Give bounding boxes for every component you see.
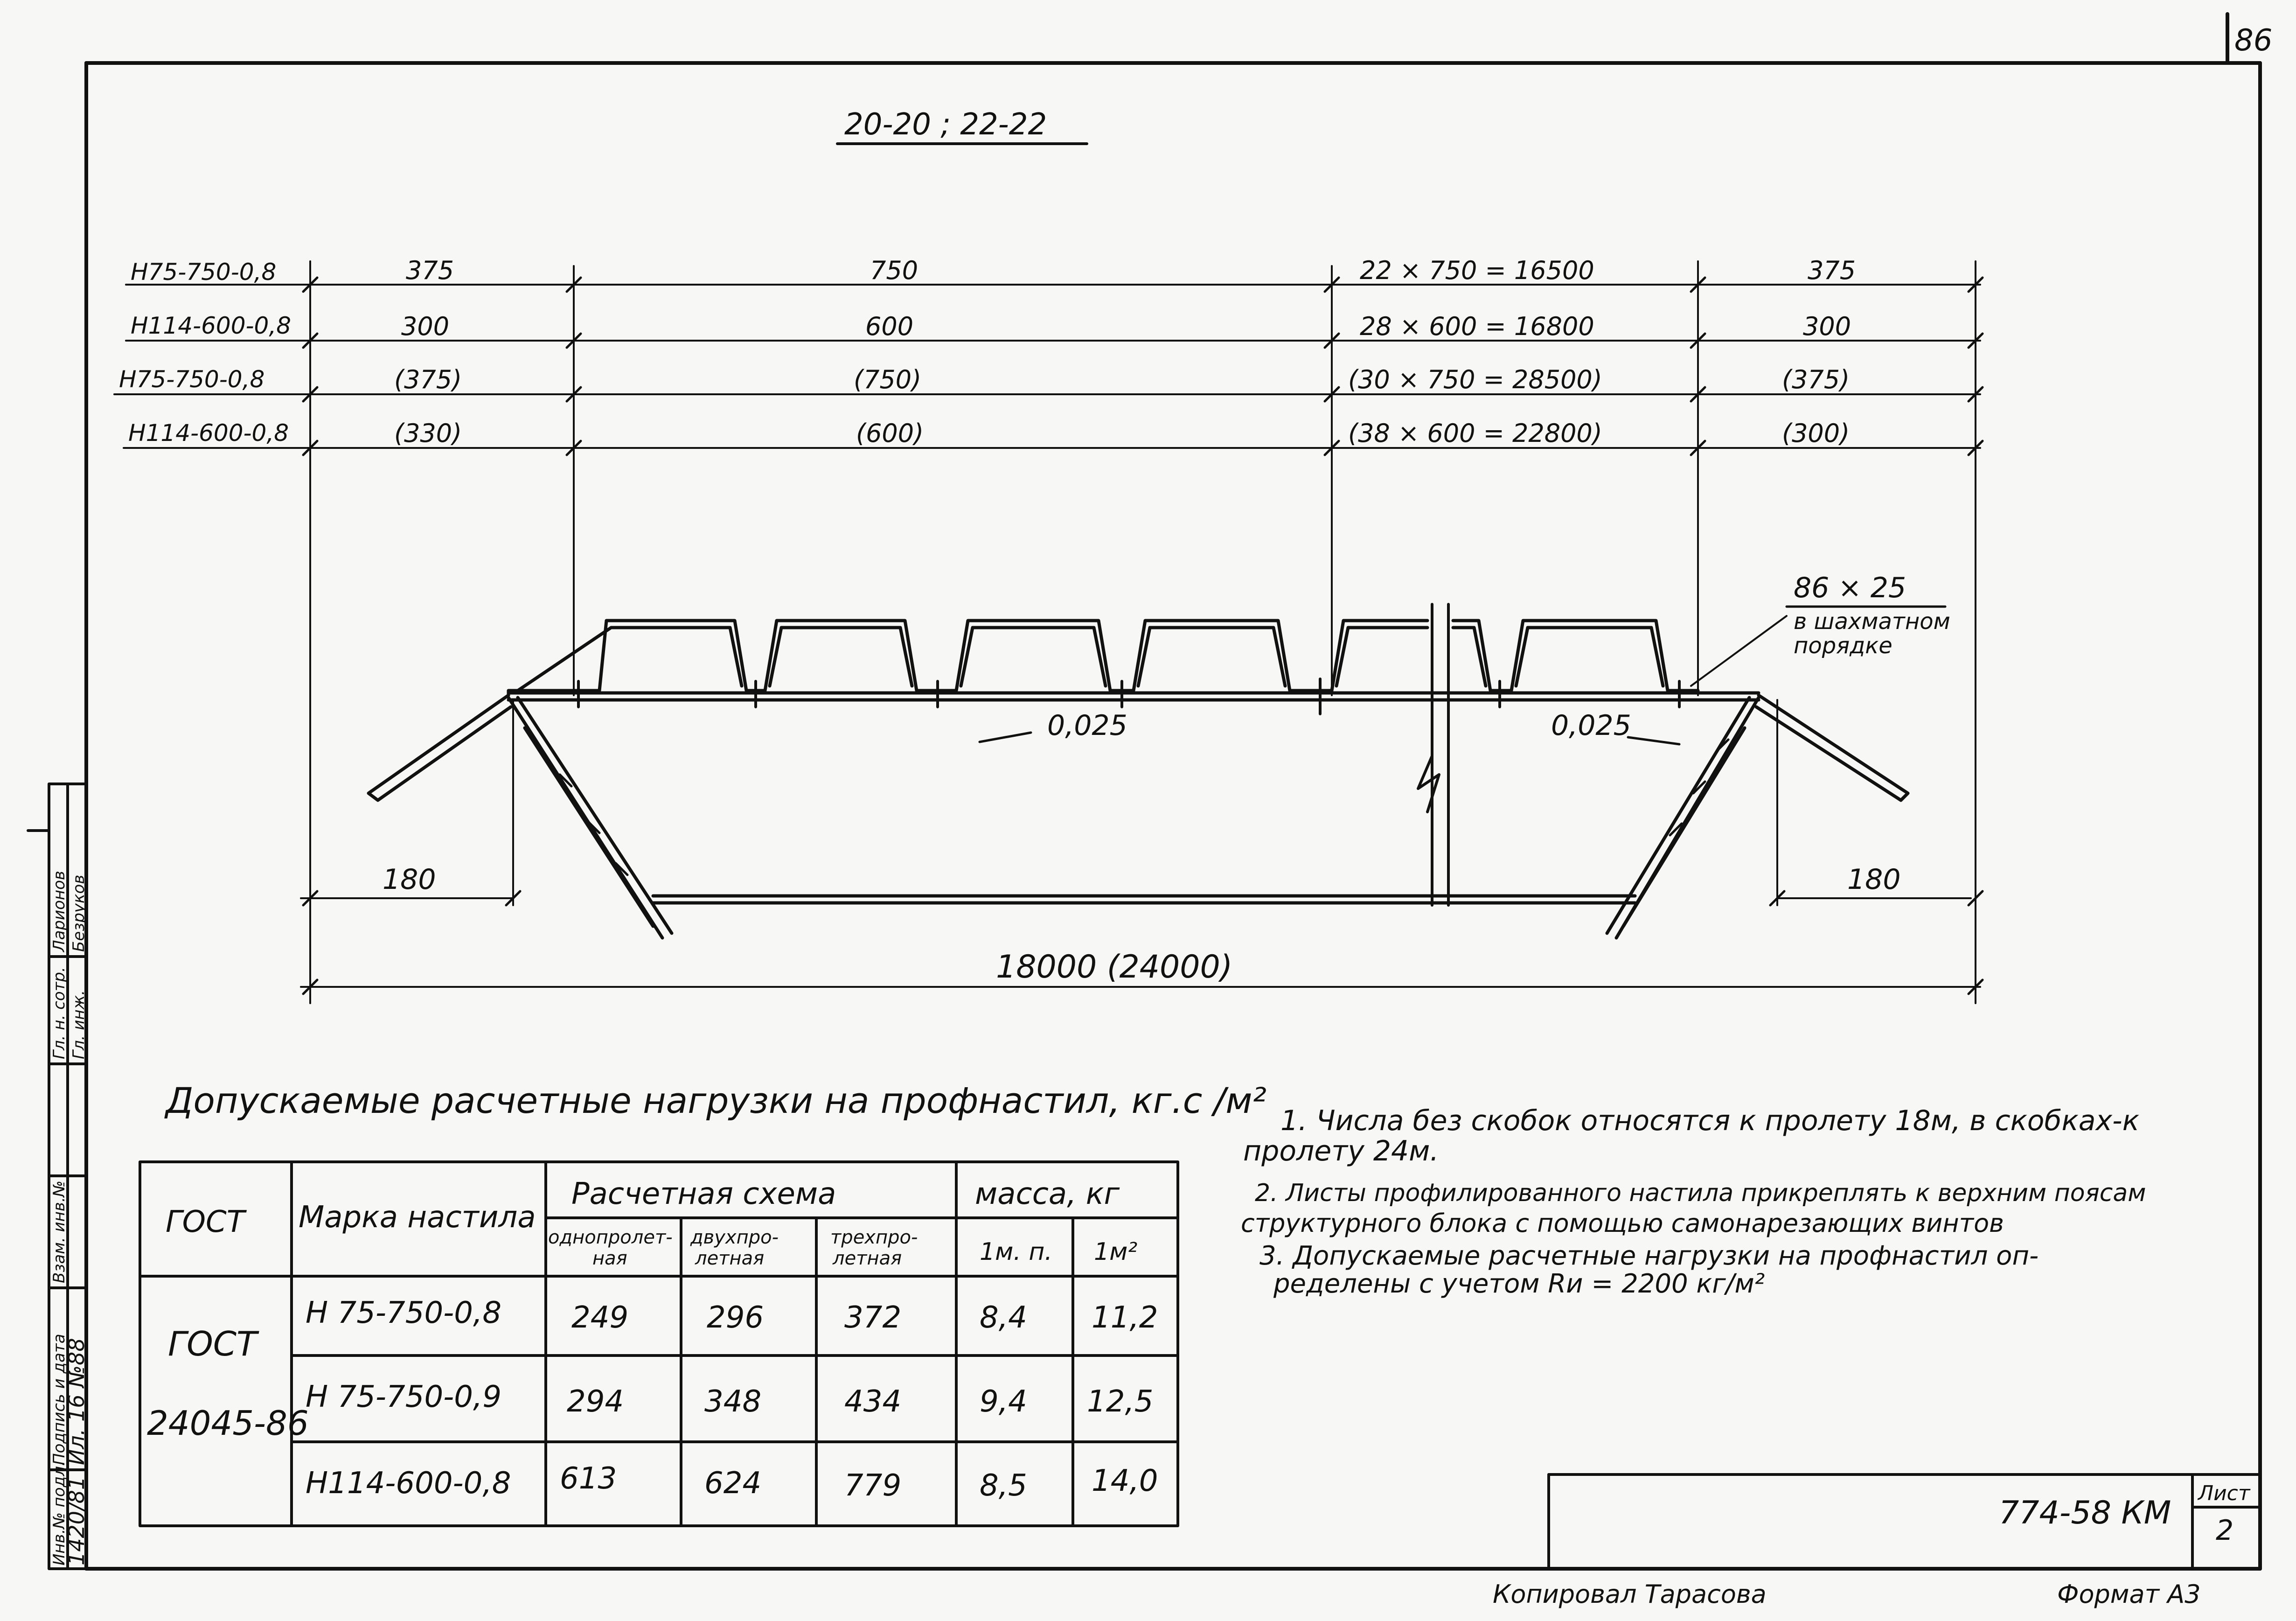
row-end-right: 300 — [1803, 312, 1851, 341]
table-row-3 — [306, 1461, 1158, 1503]
cell-s2: 296 — [707, 1300, 764, 1335]
bottom-chord — [653, 896, 1635, 903]
stamp-role-1: Гл. н. сотр. — [50, 967, 69, 1059]
note-1b: пролету 24м. — [1243, 1135, 1439, 1167]
callout-leader — [1691, 616, 1787, 686]
callout-line-2: порядке — [1794, 633, 1892, 659]
row-end-left: 375 — [406, 256, 454, 285]
note-3b: ределены с учетом Rи = 2200 кг/м² — [1273, 1269, 1765, 1299]
sheet-format: Формат А3 — [2057, 1579, 2201, 1609]
th-scheme-3b: летная — [833, 1248, 902, 1269]
stamp-inv: Инв.№ подл. — [50, 1461, 69, 1565]
row-span: 22 × 750 = 16500 — [1360, 256, 1594, 285]
row-end-left: 300 — [401, 312, 450, 341]
stamp-name-1: Ларионов — [50, 871, 69, 952]
row-end-left: (330) — [394, 419, 462, 448]
row-span: (38 × 600 = 22800) — [1348, 419, 1602, 448]
row-mark: H75-750-0,8 — [119, 366, 265, 393]
row-end-right: (375) — [1782, 365, 1850, 394]
th-mass-1: 1м. п. — [980, 1238, 1052, 1266]
cell-s2: 348 — [704, 1384, 762, 1419]
sheet-number: 2 — [2216, 1514, 2234, 1547]
cell-s1: 249 — [571, 1300, 629, 1335]
note-3a: 3. Допускаемые расчетные нагрузки на профнастил оп- — [1259, 1241, 2039, 1271]
cell-s3: 372 — [844, 1300, 902, 1335]
dim-left: 180 — [383, 863, 436, 896]
deck-row-3 — [114, 365, 1980, 394]
cell-m2: 11,2 — [1092, 1300, 1158, 1335]
cell-s3: 779 — [844, 1468, 902, 1503]
dim-right: 180 — [1847, 863, 1901, 896]
slope-left: 0,025 — [1047, 709, 1127, 742]
th-scheme-2b: летная — [695, 1248, 765, 1269]
th-scheme: Расчетная схема — [571, 1177, 836, 1211]
cell-mark: Н 75-750-0,8 — [306, 1296, 502, 1330]
right-braces — [1607, 695, 1908, 938]
row-end-left: (375) — [394, 365, 462, 394]
page-number: 86 — [2234, 23, 2273, 58]
th-scheme-2a: двухпро- — [690, 1227, 779, 1248]
cell-mark: Н 75-750-0,9 — [306, 1380, 502, 1414]
row-end-right: (300) — [1782, 419, 1850, 448]
gost-line-2: 24045-86 — [147, 1404, 309, 1443]
th-mass: масса, кг — [975, 1177, 1120, 1211]
callout-line-1: в шахматном — [1794, 608, 1950, 635]
section-title: 20-20 ; 22-22 — [844, 107, 1047, 142]
slope-right-arrow — [1628, 737, 1679, 744]
sheet-frame — [86, 14, 2260, 1569]
note-1a: 1. Числа без скобок относятся к пролету 18м, в скобках-к — [1280, 1104, 2139, 1137]
drawing-code: 774-58 КМ — [1999, 1495, 2171, 1531]
note-2a: 2. Листы профилированного настила прикреплять к верхним поясам — [1255, 1179, 2146, 1207]
stamp-vz: Взам. инв.№ — [50, 1180, 69, 1283]
side-stamp-text — [50, 871, 89, 1565]
stamp-name-2: Безруков — [70, 874, 88, 952]
table-row-2 — [306, 1380, 1154, 1419]
cell-m1: 8,5 — [980, 1468, 1027, 1503]
break-line — [1418, 604, 1448, 905]
stamp-sign-value: Ил. 16 №88 — [64, 1338, 89, 1465]
row-pitch: (750) — [854, 365, 922, 394]
stamp-role-2: Гл. инж. — [70, 990, 88, 1059]
cell-m2: 14,0 — [1092, 1464, 1158, 1498]
gost-line-1: ГОСТ — [168, 1324, 257, 1363]
th-mark: Марка настила — [299, 1200, 536, 1235]
row-mark: H114-600-0,8 — [128, 419, 289, 447]
cell-s1: 294 — [567, 1384, 624, 1419]
th-scheme-1b: ная — [592, 1248, 627, 1269]
top-chord — [508, 693, 1759, 700]
cell-m2: 12,5 — [1087, 1384, 1154, 1419]
stamp-sign: Подпись и дата — [50, 1334, 69, 1465]
cell-m1: 9,4 — [980, 1384, 1027, 1419]
cell-s2: 624 — [704, 1466, 762, 1501]
row-span: (30 × 750 = 28500) — [1348, 365, 1602, 394]
deck-profile — [508, 621, 1698, 695]
dimension-ticks — [303, 278, 1983, 455]
row-mark: H75-750-0,8 — [131, 259, 277, 286]
row-pitch: 750 — [870, 256, 918, 285]
row-pitch: 600 — [865, 312, 914, 341]
th-mass-2: 1м² — [1094, 1238, 1138, 1266]
slope-right: 0,025 — [1551, 709, 1631, 742]
cell-m1: 8,4 — [980, 1300, 1027, 1335]
callout-size: 86 × 25 — [1794, 572, 1906, 604]
cell-mark: Н114-600-0,8 — [306, 1466, 511, 1501]
sheet-label: Лист — [2198, 1481, 2250, 1505]
th-scheme-3a: трехпро- — [830, 1227, 918, 1248]
left-braces — [369, 695, 672, 938]
dim-total: 18000 (24000) — [996, 949, 1233, 985]
slope-left-arrow — [980, 733, 1031, 742]
table-row-1 — [306, 1296, 1158, 1335]
copied-by: Копировал Тарасова — [1493, 1579, 1767, 1609]
row-end-right: 375 — [1808, 256, 1856, 285]
note-2b: структурного блока с помощью самонарезающих винтов — [1241, 1209, 2004, 1238]
cell-s3: 434 — [844, 1384, 902, 1419]
row-mark: H114-600-0,8 — [131, 312, 292, 339]
row-span: 28 × 600 = 16800 — [1360, 312, 1594, 341]
th-scheme-1a: однопролет- — [548, 1227, 673, 1248]
cell-s1: 613 — [560, 1461, 617, 1496]
th-gost: ГОСТ — [166, 1205, 245, 1239]
stamp-inv-value: 1420/81 — [64, 1476, 89, 1565]
row-pitch: (600) — [856, 419, 924, 448]
table-title: Допускаемые расчетные нагрузки на профнастил, кг.с /м² — [166, 1080, 1267, 1121]
bolts — [578, 679, 1679, 714]
